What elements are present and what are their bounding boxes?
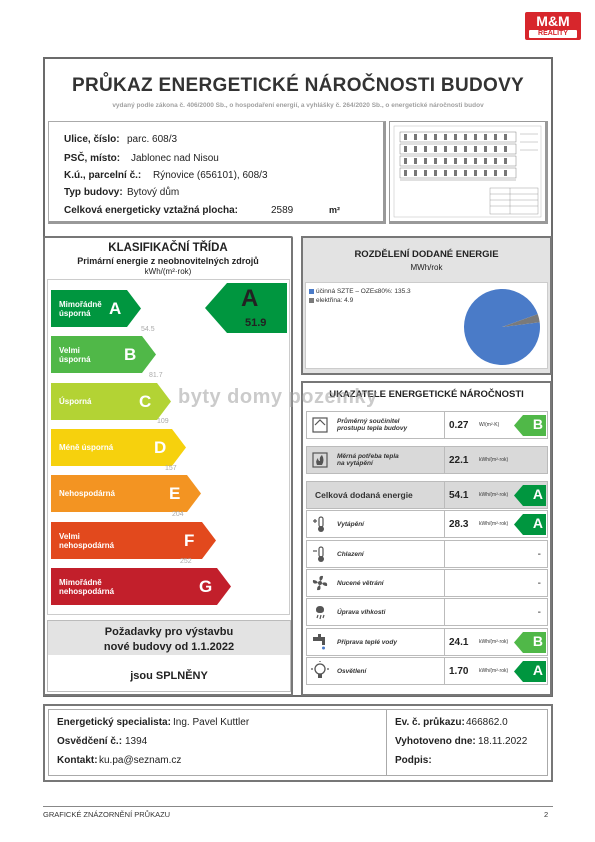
city-label: PSČ, místo:	[64, 153, 121, 164]
classification-subtitle: Primární energie z neobnovitelných zdrojů	[77, 256, 259, 266]
badge-letter: A	[532, 486, 543, 502]
area-unit: m²	[329, 205, 340, 215]
indicator-label: Úprava vlhkosti	[337, 608, 386, 616]
building-drawing-thumbnail	[389, 121, 548, 224]
indicator-value-cell	[444, 629, 549, 655]
page-footer-text: GRAFICKÉ ZNÁZORNĚNÍ PRŮKAZU	[43, 810, 171, 819]
indicator-value-cell	[444, 599, 549, 625]
indicator-value: 54.1	[449, 489, 469, 501]
indicator-value: 1.70	[449, 665, 469, 677]
class-band-b	[51, 336, 156, 373]
fan-icon	[310, 573, 330, 593]
class-threshold: 157	[165, 465, 177, 472]
classification-title: KLASIFIKAČNÍ TŘÍDA	[108, 242, 228, 254]
indicator-value-cell	[444, 541, 549, 567]
legend-label: účinná SZTE – OZE≤80%: 135.3	[316, 288, 411, 295]
indicator-unit: W/(m²·K)	[479, 422, 500, 428]
class-band-f	[51, 522, 216, 559]
contact-email: ku.pa@seznam.cz	[99, 755, 182, 766]
cert-number: 1394	[125, 736, 148, 747]
logo-sub: REALITY	[529, 30, 577, 38]
thermometer-minus-icon	[310, 544, 330, 564]
indicator-label: Nucené větrání	[337, 579, 384, 587]
band-letter: F	[184, 530, 195, 550]
badge-letter: B	[532, 416, 543, 432]
class-band-e	[51, 475, 201, 512]
band-label: Mimořádně nehospodárná	[59, 577, 115, 596]
building-type-label: Typ budovy:	[64, 187, 123, 198]
cert-label: Osvědčení č.:	[57, 736, 123, 747]
indicator-value-cell	[444, 511, 549, 537]
specialist-name: Ing. Pavel Kuttler	[173, 717, 250, 728]
indicator-label: Vytápění	[337, 520, 364, 528]
requirement-line2: nové budovy od 1.1.2022	[103, 641, 235, 653]
page-title: PRŮKAZ ENERGETICKÉ NÁROČNOSTI BUDOVY	[71, 75, 525, 96]
cadastre-label: K.ú., parcelní č.:	[64, 170, 142, 181]
legend-item-electricity	[309, 297, 353, 304]
badge-letter: A	[532, 662, 543, 678]
legend-swatch	[309, 298, 314, 303]
legend-swatch	[309, 289, 314, 294]
classification-unit: kWh/(m²·rok)	[144, 267, 192, 276]
indicator-value: 28.3	[449, 518, 469, 530]
issued-label: Vyhotoveno dne:	[395, 736, 476, 747]
indicator-value-cell	[444, 658, 549, 684]
indicator-unit: kWh/(m²·rok)	[479, 521, 509, 527]
house-icon	[310, 415, 330, 435]
distribution-unit: MWh/rok	[410, 263, 443, 272]
indicator-value-cell	[444, 570, 549, 596]
indicator-label: Celková dodaná energie	[315, 489, 413, 500]
indicator-value-cell	[444, 412, 549, 438]
indicator-dash: -	[537, 548, 541, 560]
class-threshold: 109	[157, 418, 169, 425]
droplet-icon	[310, 602, 330, 622]
page-number: 2	[544, 810, 549, 819]
indicator-row	[306, 540, 548, 568]
indicator-dash: -	[537, 577, 541, 589]
badge-letter: B	[532, 633, 543, 649]
requirement-result: jsou SPLNĚNY	[130, 670, 208, 682]
band-label: Úsporná	[59, 397, 92, 406]
indicator-value: 0.27	[449, 419, 469, 431]
rating-letter: A	[241, 285, 259, 312]
band-letter: B	[124, 344, 137, 364]
distribution-chart	[305, 282, 548, 369]
indicator-value: 24.1	[449, 636, 469, 648]
band-letter: D	[154, 437, 167, 457]
area-value: 2589	[271, 205, 294, 216]
class-band-a	[51, 290, 141, 327]
distribution-title: ROZDĚLENÍ DODANÉ ENERGIE	[354, 249, 499, 260]
evidence-number: 466862.0	[466, 717, 508, 728]
building-type-value: Bytový dům	[127, 187, 180, 198]
indicator-value: 22.1	[449, 454, 469, 466]
indicator-label: Příprava teplé vody	[337, 638, 397, 646]
legend-item-district-heating	[309, 288, 411, 295]
band-label: Velmi nehospodárná	[59, 531, 115, 550]
rating-value: 51.9	[245, 317, 267, 329]
indicator-row	[306, 510, 548, 538]
band-label: Mimořádně úsporná	[59, 299, 102, 318]
indicator-dash: -	[537, 606, 541, 618]
indicator-unit: kWh/(m²·rok)	[479, 457, 509, 463]
indicator-label: Průměrný součinitel prostupu tepla budovy	[337, 418, 408, 432]
indicator-row	[306, 628, 548, 656]
indicator-unit: kWh/(m²·rok)	[479, 668, 509, 674]
indicator-row	[306, 446, 548, 474]
class-band-g	[51, 568, 231, 605]
signature-label: Podpis:	[395, 755, 432, 766]
band-label: Velmi úsporná	[59, 345, 91, 364]
page-subtitle: vydaný podle zákona č. 406/2000 Sb., o hospodaření energií, a vyhlášky č. 264/2020 Sb., o energetické náročnosti budov	[112, 102, 484, 109]
thermometer-plus-icon	[310, 514, 330, 534]
badge-letter: A	[532, 515, 543, 531]
cadastre-value: Rýnovice (656101), 608/3	[153, 170, 268, 181]
evidence-label: Ev. č. průkazu:	[395, 717, 465, 728]
area-label: Celková energeticky vztažná plocha:	[64, 205, 238, 216]
indicator-unit: kWh/(m²·rok)	[479, 492, 509, 498]
indicator-label: Měrná potřeba tepla na vytápění	[337, 453, 399, 467]
logo-text: M&M	[536, 13, 570, 29]
indicator-label: Chlazení	[337, 550, 364, 558]
indicator-row	[306, 657, 548, 685]
issued-date: 18.11.2022	[478, 736, 528, 747]
agency-logo	[525, 12, 581, 40]
requirement-line1: Požadavky pro výstavbu	[104, 626, 234, 638]
faucet-icon	[310, 632, 330, 652]
indicator-value-cell	[444, 482, 549, 508]
band-letter: A	[109, 298, 122, 318]
class-band-c	[51, 383, 171, 420]
facade-drawing	[390, 122, 545, 221]
indicator-row	[306, 569, 548, 597]
street-label: Ulice, číslo:	[64, 134, 120, 145]
distribution-pie	[461, 286, 543, 368]
specialist-divider	[386, 709, 387, 776]
band-letter: E	[169, 483, 181, 503]
band-letter: C	[139, 391, 152, 411]
building-info-box	[48, 121, 386, 224]
band-label: Méně úsporná	[59, 443, 114, 452]
indicators-title: UKAZATELE ENERGETICKÉ NÁROČNOSTI	[329, 389, 524, 400]
watermark-text: byty domy pozemky	[178, 386, 378, 408]
bulb-icon	[310, 661, 330, 681]
contact-label: Kontakt:	[57, 755, 98, 766]
class-threshold: 54.5	[141, 326, 155, 333]
street-value: parc. 608/3	[127, 134, 178, 145]
indicator-row	[306, 598, 548, 626]
indicator-value-cell	[444, 447, 549, 473]
rating-indicator	[205, 283, 287, 333]
class-threshold: 204	[172, 511, 184, 518]
indicator-row	[306, 481, 548, 509]
indicator-label: Osvětlení	[337, 667, 367, 675]
specialist-label: Energetický specialista:	[57, 717, 171, 728]
indicator-unit: kWh/(m²·rok)	[479, 639, 509, 645]
page-footer-rule	[43, 806, 553, 807]
band-label: Nehospodárná	[59, 489, 116, 498]
heat-demand-icon	[310, 450, 330, 470]
legend-label: elektřina: 4.9	[316, 297, 354, 304]
city-value: Jablonec nad Nisou	[131, 153, 219, 164]
indicator-row	[306, 411, 548, 439]
class-band-d	[51, 429, 186, 466]
band-letter: G	[199, 576, 213, 596]
class-threshold: 81.7	[149, 372, 163, 379]
class-threshold: 252	[180, 558, 192, 565]
